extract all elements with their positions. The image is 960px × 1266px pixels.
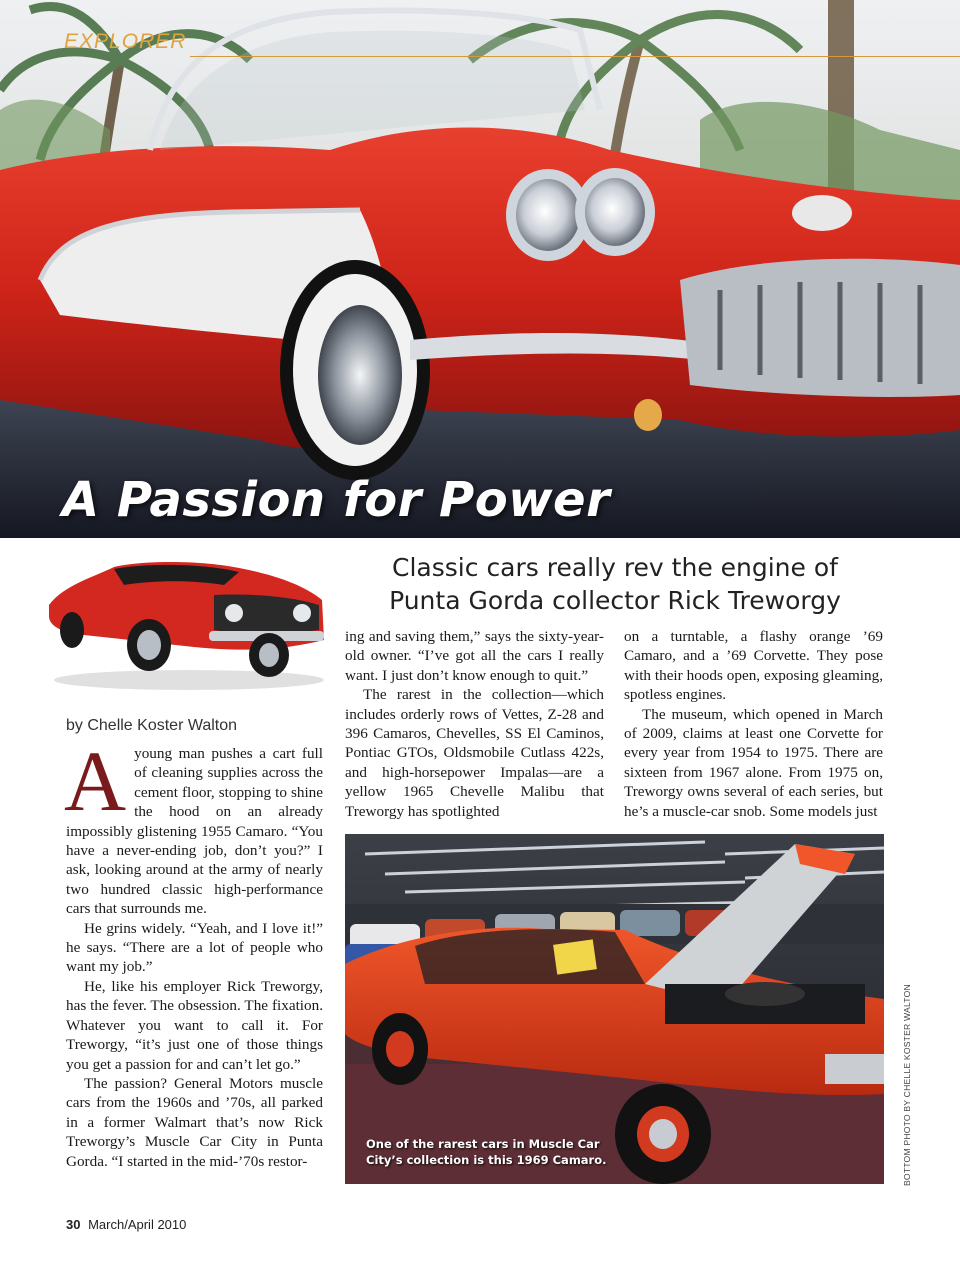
subtitle-line-1: Classic cars really rev the engine of	[392, 553, 838, 582]
paragraph: on a turntable, a flashy orange ’69 Camaro, and a ’69 Corvette. They pose with their hoods open, exposing gleaming, spotless engines.	[624, 628, 883, 704]
byline: by Chelle Koster Walton	[66, 717, 238, 734]
camaro-illustration	[345, 834, 884, 1184]
page-number: 30	[66, 1217, 81, 1232]
section-label: EXPLORER	[64, 30, 187, 53]
photo-caption: One of the rarest cars in Muscle Car City’s collection is this 1969 Camaro.	[366, 1137, 607, 1167]
paragraph: The museum, which opened in March of 2009, claims at least one Corvette for every year from 1954 to 1975. There are sixteen from 1967 alone. From 1975 on, Treworgy owns several of each series, but he’s a muscle-car snob. Some models just	[624, 705, 883, 820]
page-footer	[66, 1217, 186, 1232]
hero-image	[0, 0, 960, 538]
article-title: A Passion for Power	[62, 472, 611, 528]
article-subtitle	[345, 551, 885, 617]
subtitle-line-2: Punta Gorda collector Rick Treworgy	[389, 586, 841, 615]
section-rule	[190, 56, 960, 57]
chevelle-image	[44, 555, 329, 695]
drop-cap: A	[64, 733, 127, 829]
paragraph: He, like his employer Rick Treworgy, has the fever. The obsession. The fixation. Whatever you want to call it. For Treworgy, “it’s just one of those things you get a passion for and can’t let go.”	[66, 977, 323, 1073]
paragraph: young man pushes a cart full of cleaning supplies across the cement floor, stopping to shine the hood on an already impossibly glistening 1955 Camaro. “You have a never-ending job, don’t you?” I ask, looking around at the army of nearly two hundred classic high-performance cars that surrounds me.	[66, 745, 323, 918]
text-column-1	[64, 733, 323, 1171]
text-column-2	[345, 627, 604, 821]
paragraph: ing and saving them,” says the sixty-year-old owner. “I’ve got all the cars I really want. I just don’t know enough to quit.”	[345, 628, 604, 684]
paragraph: The rarest in the collection—which includes orderly rows of Vettes, Z-28 and 396 Camaros, Chevelles, SS El Caminos, Pontiac GTOs, Oldsmobile Cutlass 422s, and high-horsepower Impalas—are a yellow 1965 Chevelle Malibu that Treworgy has spotlighted	[345, 686, 604, 820]
chevelle-illustration	[44, 555, 329, 695]
camaro-photo	[345, 834, 884, 1184]
paragraph: He grins widely. “Yeah, and I love it!” he says. “There are a lot of people who want my job.”	[66, 919, 323, 976]
photo-credit-text: BOTTOM PHOTO BY CHELLE KOSTER WALTON	[902, 984, 912, 1186]
corvette-illustration	[0, 0, 960, 538]
paragraph: The passion? General Motors muscle cars from the 1960s and ’70s, all parked in a former Walmart that’s now Rick Treworgy’s Muscle Car City in Punta Gorda. “I started in the mid-’70s restor-	[66, 1074, 323, 1170]
text-column-3	[624, 627, 883, 821]
issue-date: March/April 2010	[88, 1217, 187, 1232]
